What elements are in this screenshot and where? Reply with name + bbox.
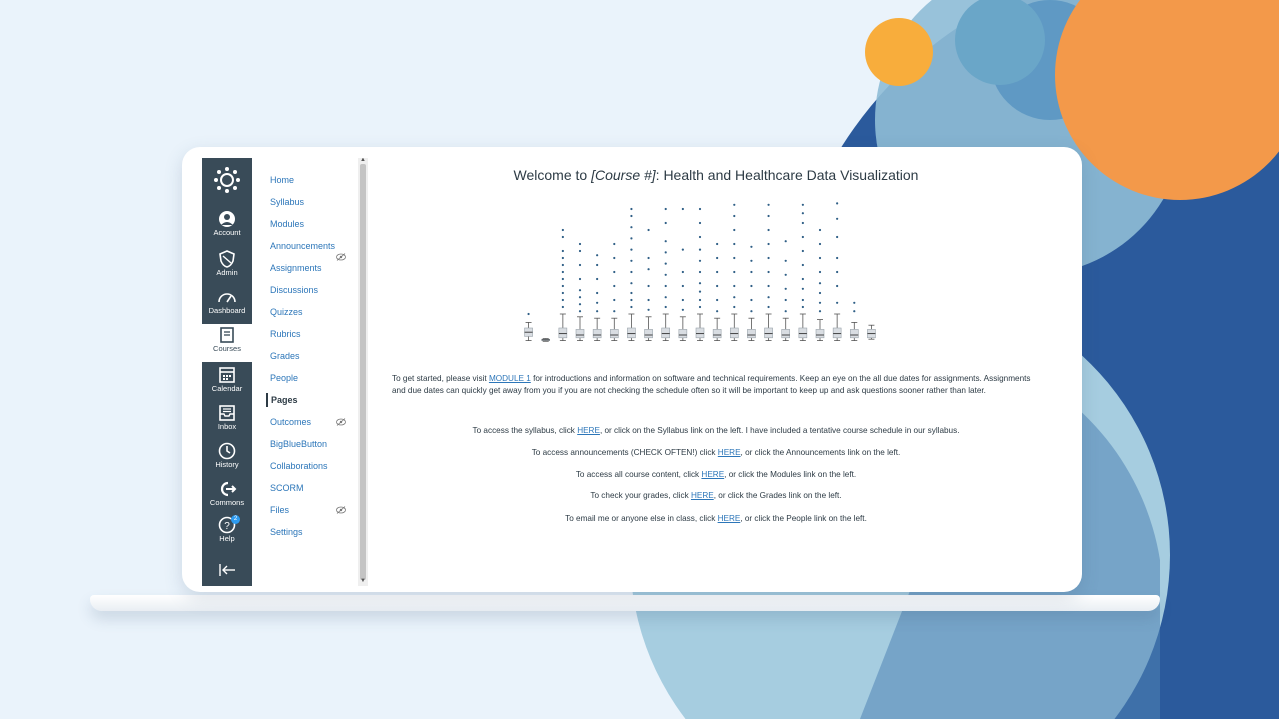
course-nav-grades[interactable]: Grades xyxy=(270,351,300,361)
boxplot-outlier-point xyxy=(682,299,684,301)
scroll-down-icon[interactable]: ▼ xyxy=(360,578,366,584)
canvas-screen xyxy=(202,158,1062,586)
gnav-label: Admin xyxy=(216,268,238,277)
boxplot-outlier-point xyxy=(613,285,615,287)
course-nav-discussions[interactable]: Discussions xyxy=(270,285,319,295)
boxplot-outlier-point xyxy=(613,310,615,312)
boxplot-outlier-point xyxy=(716,285,718,287)
boxplot-outlier-point xyxy=(819,310,821,312)
calendar-icon xyxy=(217,366,237,384)
boxplot-outlier-point xyxy=(665,251,667,253)
boxplot-outlier-point xyxy=(733,271,735,273)
course-nav-pages[interactable]: Pages xyxy=(266,393,298,407)
course-nav-bigbluebutton[interactable]: BigBlueButton xyxy=(270,439,328,449)
boxplot-outlier-point xyxy=(647,299,649,301)
boxplot-outlier-point xyxy=(579,278,581,280)
line-text: , or click on the Syllabus link on the left. I have included a tentative course schedule in our syllabus. xyxy=(599,426,960,435)
gnav-label: Calendar xyxy=(211,384,243,393)
commons-icon xyxy=(217,480,237,498)
inbox-icon xyxy=(217,404,237,422)
boxplot-outlier-point xyxy=(562,236,564,238)
course-nav-outcomes[interactable]: Outcomes xyxy=(270,417,312,427)
modules-line xyxy=(370,470,1062,479)
gnav-label: Courses xyxy=(213,344,241,353)
title-prefix: Welcome to xyxy=(513,167,592,183)
boxplot-outlier-point xyxy=(596,302,598,304)
gnav-commons[interactable] xyxy=(202,478,252,516)
boxplot-box xyxy=(713,329,721,337)
boxplot-box xyxy=(747,329,755,337)
boxplot-outlier-point xyxy=(613,299,615,301)
boxplot-outlier-point xyxy=(767,243,769,245)
boxplot-outlier-point xyxy=(665,240,667,242)
course-nav xyxy=(252,158,358,586)
boxplot-outlier-point xyxy=(596,254,598,256)
boxplot-outlier-point xyxy=(647,257,649,259)
boxplot-outlier-point xyxy=(630,282,632,284)
line-text: , or click the People link on the left. xyxy=(740,514,867,523)
gnav-history[interactable] xyxy=(202,440,252,478)
boxplot-outlier-point xyxy=(630,299,632,301)
boxplot-box xyxy=(593,329,601,337)
boxplot-outlier-point xyxy=(596,278,598,280)
boxplot-box xyxy=(816,329,824,337)
syllabus-here-link[interactable]: HERE xyxy=(577,426,600,435)
boxplot-outlier-point xyxy=(716,257,718,259)
boxplot-outlier-point xyxy=(699,271,701,273)
history-icon xyxy=(217,442,237,460)
boxplot-outlier-point xyxy=(665,208,667,210)
boxplot-outlier-point xyxy=(630,215,632,217)
boxplot-outlier-point xyxy=(630,249,632,251)
boxplot-outlier-point xyxy=(699,306,701,308)
svg-text:?: ? xyxy=(224,521,230,532)
line-text: To access all course content, click xyxy=(575,470,702,479)
people-line xyxy=(370,514,1062,523)
boxplot-outlier-point xyxy=(562,278,564,280)
boxplot-outlier-point xyxy=(853,302,855,304)
boxplot-outlier-point xyxy=(682,309,684,311)
boxplot-outlier-point xyxy=(682,249,684,251)
boxplot-outlier-point xyxy=(630,237,632,239)
boxplot-outlier-point xyxy=(579,250,581,252)
gnav-label: Dashboard xyxy=(208,306,246,315)
boxplot-box xyxy=(782,329,790,337)
gnav-label: Help xyxy=(219,534,235,543)
gnav-label: Commons xyxy=(209,498,245,507)
gnav-label: History xyxy=(215,460,239,469)
boxplot-outlier-point xyxy=(802,264,804,266)
boxplot-outlier-point xyxy=(579,310,581,312)
boxplot-outlier-point xyxy=(750,299,752,301)
course-nav-announcements[interactable]: Announcements xyxy=(270,241,336,251)
intro-paragraph xyxy=(392,373,1042,396)
boxplot-box xyxy=(576,329,584,337)
boxplot-outlier-point xyxy=(665,306,667,308)
line-text: To access the syllabus, click xyxy=(472,426,578,435)
hidden-eye-icon xyxy=(336,506,346,514)
boxplot-outlier-point xyxy=(562,229,564,231)
boxplot-outlier-point xyxy=(682,271,684,273)
boxplot-outlier-point xyxy=(630,260,632,262)
boxplot-outlier-point xyxy=(630,226,632,228)
boxplot-outlier-point xyxy=(562,285,564,287)
hidden-eye-icon xyxy=(336,418,346,426)
line-text: To access announcements (CHECK OFTEN!) click xyxy=(531,448,718,457)
dashboard-icon xyxy=(217,288,237,306)
boxplot-outlier-point xyxy=(579,303,581,305)
boxplot-outlier-point xyxy=(836,218,838,220)
boxplot-outlier-point xyxy=(836,257,838,259)
boxplot-outlier-point xyxy=(562,299,564,301)
boxplot-outlier-point xyxy=(716,310,718,312)
boxplot-outlier-point xyxy=(802,278,804,280)
boxplot-outlier-point xyxy=(785,288,787,290)
course-nav-scorm[interactable]: SCORM xyxy=(270,483,304,493)
boxplot-box xyxy=(765,328,773,338)
boxplot-outlier-point xyxy=(596,310,598,312)
boxplot-outlier-point xyxy=(716,299,718,301)
gnav-account[interactable] xyxy=(202,208,252,246)
boxplot-outlier-point xyxy=(836,285,838,287)
boxplot-outlier-point xyxy=(613,271,615,273)
boxplot-outlier-point xyxy=(802,306,804,308)
line-text: , or click the Announcements link on the left. xyxy=(740,448,901,457)
boxplot-outlier-point xyxy=(767,271,769,273)
boxplot-outlier-point xyxy=(699,208,701,210)
boxplot-outlier-point xyxy=(836,202,838,204)
gnav-label: Inbox xyxy=(217,422,237,431)
boxplot-outlier-point xyxy=(716,243,718,245)
boxplot-outlier-point xyxy=(750,285,752,287)
boxplot-outlier-point xyxy=(630,271,632,273)
boxplot-outlier-point xyxy=(819,257,821,259)
grades-here-link[interactable]: HERE xyxy=(690,491,714,500)
boxplot-outlier-point xyxy=(785,310,787,312)
boxplot-outlier-point xyxy=(802,288,804,290)
boxplot-outlier-point xyxy=(613,257,615,259)
boxplot-outlier-point xyxy=(819,271,821,273)
boxplot-outlier-point xyxy=(733,296,735,298)
boxplot-box xyxy=(679,329,687,337)
boxplot-outlier-point xyxy=(682,208,684,210)
scroll-up-icon[interactable]: ▲ xyxy=(360,158,366,163)
course-nav-rubrics[interactable]: Rubrics xyxy=(270,329,301,339)
page-title xyxy=(370,167,1062,183)
boxplot-outlier-point xyxy=(767,229,769,231)
grades-line xyxy=(370,491,1062,500)
intro-before: To get started, please visit xyxy=(392,374,489,383)
boxplot-outlier-point xyxy=(630,208,632,210)
course-nav-quizzes[interactable]: Quizzes xyxy=(270,307,303,317)
boxplot-chart xyxy=(510,194,890,349)
boxplot-outlier-point xyxy=(767,296,769,298)
boxplot-outlier-point xyxy=(699,249,701,251)
course-nav-settings[interactable]: Settings xyxy=(270,527,303,537)
boxplot-outlier-point xyxy=(750,246,752,248)
boxplot-outlier-point xyxy=(750,260,752,262)
boxplot-box xyxy=(799,328,807,338)
boxplot-outlier-point xyxy=(767,204,769,206)
boxplot-outlier-point xyxy=(836,236,838,238)
line-text: , or click the Grades link on the left. xyxy=(713,491,842,500)
boxplot-outlier-point xyxy=(802,222,804,224)
boxplot-outlier-point xyxy=(819,292,821,294)
course-nav-syllabus[interactable]: Syllabus xyxy=(270,197,305,207)
modules-here-link[interactable]: HERE xyxy=(701,470,725,479)
boxplot-outlier-point xyxy=(853,310,855,312)
boxplot-outlier-point xyxy=(562,271,564,273)
boxplot-outlier-point xyxy=(562,264,564,266)
boxplot-outlier-point xyxy=(802,299,804,301)
boxplot-outlier-point xyxy=(767,285,769,287)
boxplot-outlier-point xyxy=(596,264,598,266)
boxplot-outlier-point xyxy=(562,257,564,259)
course-nav-people[interactable]: People xyxy=(270,373,299,383)
boxplot-box xyxy=(610,329,618,337)
help-badge: 2 xyxy=(231,515,240,524)
boxplot-outlier-point xyxy=(819,302,821,304)
boxplot-outlier-point xyxy=(802,250,804,252)
boxplot-outlier-point xyxy=(785,274,787,276)
gnav-courses[interactable] xyxy=(202,324,252,362)
boxplot-outlier-point xyxy=(733,243,735,245)
boxplot-outlier-point xyxy=(647,309,649,311)
boxplot-outlier-point xyxy=(819,229,821,231)
boxplot-outlier-point xyxy=(785,260,787,262)
hidden-eye-icon xyxy=(336,253,346,261)
courses-icon xyxy=(217,326,237,344)
people-here-link[interactable]: HERE xyxy=(717,514,741,523)
course-nav-modules[interactable]: Modules xyxy=(270,219,305,229)
boxplot-outlier-point xyxy=(665,263,667,265)
boxplot-outlier-point xyxy=(733,285,735,287)
boxplot-outlier-point xyxy=(665,222,667,224)
title-course: [Course #] xyxy=(591,167,656,183)
gnav-admin[interactable] xyxy=(202,248,252,286)
gnav-help[interactable] xyxy=(202,514,252,552)
page-content xyxy=(370,158,1062,586)
boxplot-outlier-point xyxy=(665,285,667,287)
boxplot-outlier-point xyxy=(613,243,615,245)
boxplot-outlier-point xyxy=(819,243,821,245)
line-text: To email me or anyone else in class, click xyxy=(565,514,718,523)
boxplot-outlier-point xyxy=(750,271,752,273)
gnav-label: Account xyxy=(213,228,241,237)
boxplot-outlier-point xyxy=(579,264,581,266)
boxplot-outlier-point xyxy=(699,222,701,224)
module-1-link[interactable]: MODULE 1 xyxy=(488,374,531,383)
gnav-dashboard[interactable] xyxy=(202,286,252,324)
boxplot-outlier-point xyxy=(733,215,735,217)
account-icon xyxy=(217,210,237,228)
boxplot-outlier-point xyxy=(630,292,632,294)
boxplot-outlier-point xyxy=(647,285,649,287)
boxplot-outlier-point xyxy=(579,243,581,245)
boxplot-outlier-point xyxy=(785,299,787,301)
course-nav-assignments[interactable]: Assignments xyxy=(270,263,322,273)
boxplot-box xyxy=(730,328,738,338)
global-nav xyxy=(202,158,252,586)
boxplot-outlier-point xyxy=(682,285,684,287)
boxplot-outlier-point xyxy=(785,240,787,242)
syllabus-line xyxy=(370,426,1062,435)
boxplot-outlier-point xyxy=(665,274,667,276)
canvas-logo-icon[interactable] xyxy=(213,166,241,194)
boxplot-outlier-point xyxy=(767,215,769,217)
boxplot-outlier-point xyxy=(716,271,718,273)
boxplot-box xyxy=(662,328,670,338)
boxplot-outlier-point xyxy=(630,306,632,308)
boxplot-outlier-point xyxy=(750,310,752,312)
laptop-frame xyxy=(182,147,1082,592)
boxplot-outlier-point xyxy=(665,296,667,298)
boxplot-outlier-point xyxy=(836,302,838,304)
announcements-line xyxy=(370,448,1062,457)
boxplot-box xyxy=(833,328,841,338)
boxplot-box xyxy=(696,328,704,338)
boxplot-outlier-point xyxy=(562,250,564,252)
boxplot-outlier-point xyxy=(562,292,564,294)
title-suffix: : Health and Healthcare Data Visualization xyxy=(655,167,919,183)
boxplot-outlier-point xyxy=(767,306,769,308)
boxplot-outlier-point xyxy=(647,229,649,231)
boxplot-outlier-point xyxy=(699,299,701,301)
boxplot-outlier-point xyxy=(579,296,581,298)
boxplot-outlier-point xyxy=(699,291,701,293)
boxplot-box xyxy=(559,328,567,338)
collapse-nav-icon[interactable] xyxy=(217,563,237,577)
boxplot-outlier-point xyxy=(802,212,804,214)
boxplot-outlier-point xyxy=(699,260,701,262)
line-text: , or click the Modules link on the left. xyxy=(724,470,857,479)
boxplot-outlier-point xyxy=(579,289,581,291)
boxplot-outlier-point xyxy=(802,204,804,206)
boxplot-box xyxy=(645,329,653,337)
boxplot-outlier-point xyxy=(699,236,701,238)
boxplot-box xyxy=(627,328,635,338)
boxplot-outlier-point xyxy=(733,257,735,259)
boxplot-outlier-point xyxy=(596,292,598,294)
gnav-calendar[interactable] xyxy=(202,364,252,402)
boxplot-outlier-point xyxy=(802,236,804,238)
boxplot-outlier-point xyxy=(836,271,838,273)
boxplot-outlier-point xyxy=(733,306,735,308)
course-nav-home[interactable]: Home xyxy=(270,175,295,185)
course-nav-files[interactable]: Files xyxy=(270,505,290,515)
announcements-here-link[interactable]: HERE xyxy=(717,448,741,457)
boxplot-outlier-point xyxy=(527,313,529,315)
boxplot-outlier-point xyxy=(647,268,649,270)
laptop-base xyxy=(90,595,1160,611)
gnav-inbox[interactable] xyxy=(202,402,252,440)
boxplot-outlier-point xyxy=(767,257,769,259)
boxplot-outlier-point xyxy=(733,229,735,231)
course-nav-scrollbar[interactable] xyxy=(358,158,368,586)
intro-after: for introductions and information on software and technical requirements. Keep an eye on the all due dates for assignments. Assignments and due dates can quickly get away from you if you are not checking the schedule often so it will be important to keep up and ask questions sooner rather than later. xyxy=(392,374,1031,395)
boxplot-outlier-point xyxy=(699,282,701,284)
admin-icon xyxy=(217,250,237,268)
scrollbar-thumb[interactable] xyxy=(360,164,366,580)
boxplot-outlier-point xyxy=(562,306,564,308)
boxplot-box xyxy=(850,329,858,337)
course-nav-collaborations[interactable]: Collaborations xyxy=(270,461,328,471)
boxplot-outlier-point xyxy=(733,204,735,206)
line-text: To check your grades, click xyxy=(590,491,691,500)
boxplot-outlier-point xyxy=(819,282,821,284)
